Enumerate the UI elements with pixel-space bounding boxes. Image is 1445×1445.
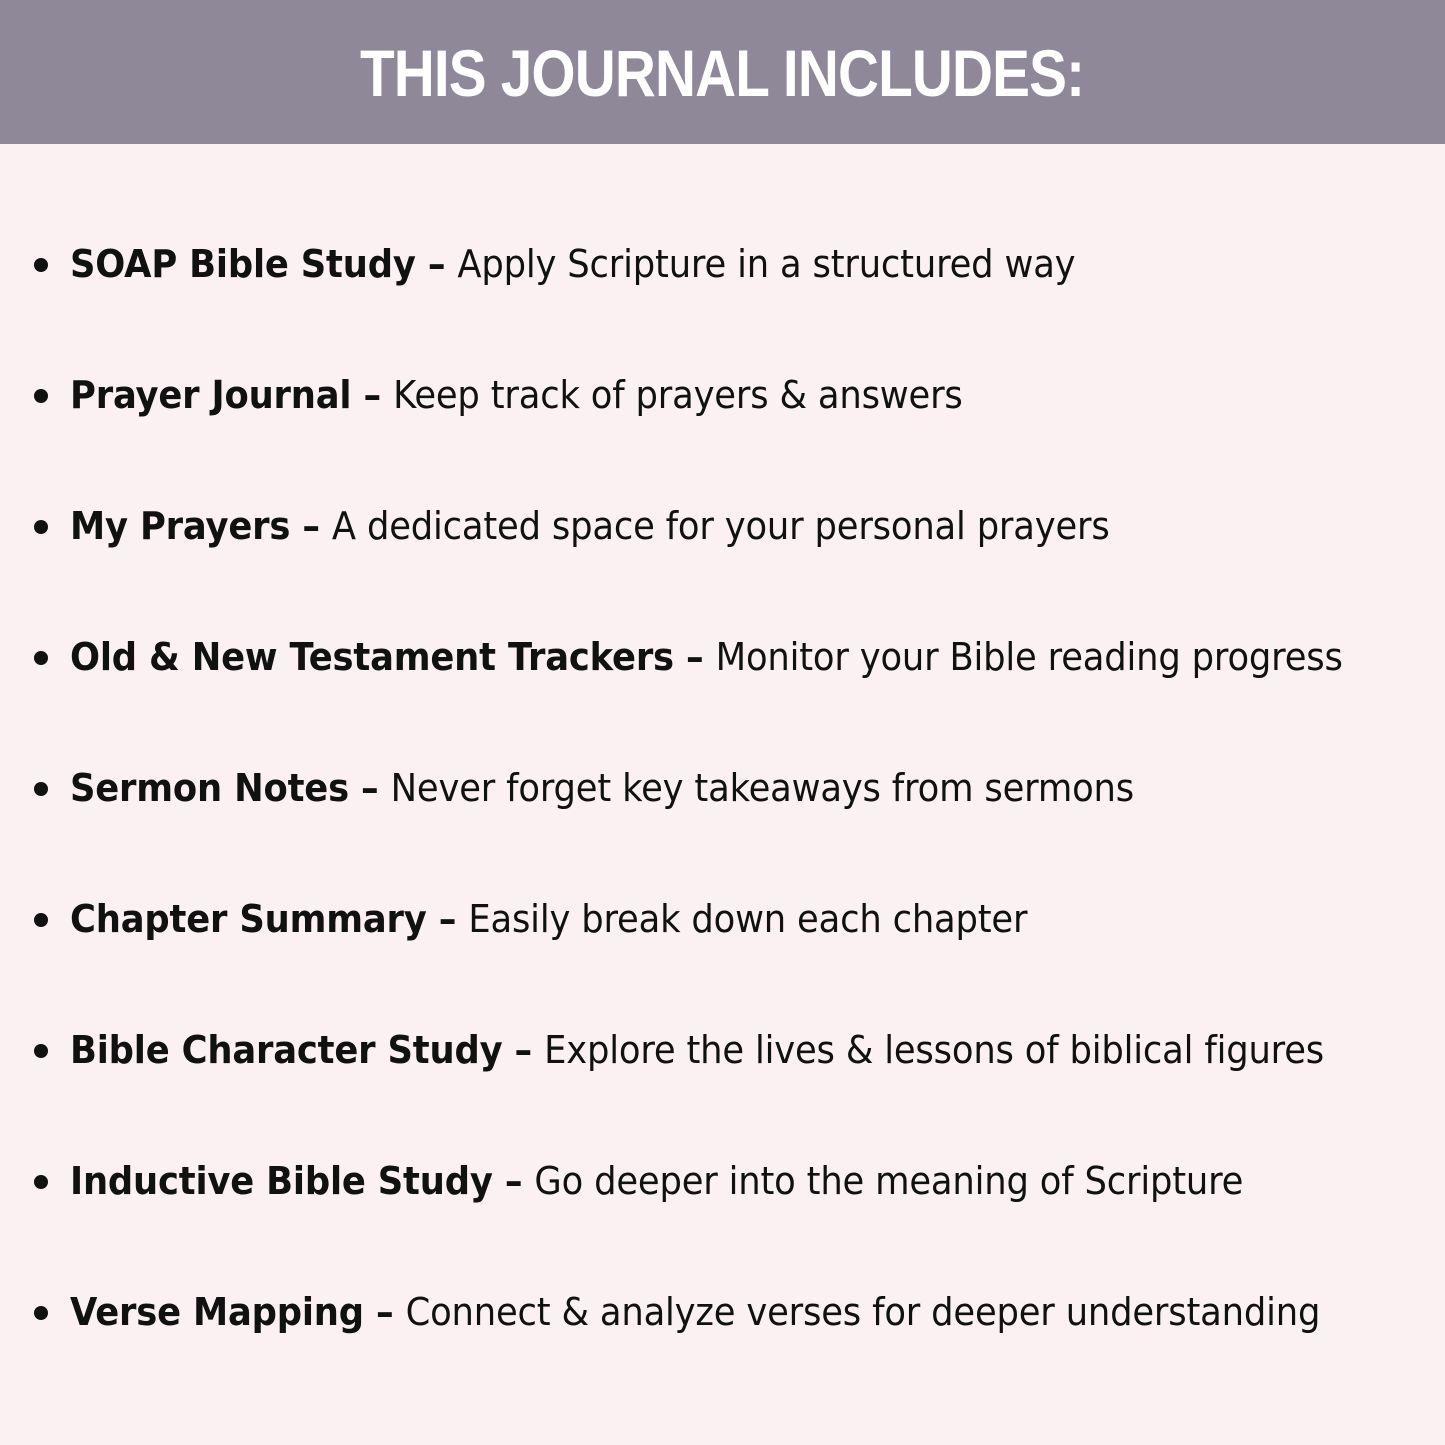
list-item xyxy=(0,985,1445,1116)
feature-dash: – xyxy=(502,1028,545,1072)
feature-dash: – xyxy=(426,897,469,941)
feature-dash: – xyxy=(290,504,332,548)
list-item xyxy=(0,461,1445,592)
feature-dash: – xyxy=(348,766,391,810)
feature-name: Chapter Summary xyxy=(70,897,427,941)
list-item-text xyxy=(70,592,1343,723)
feature-description: Explore the lives & lessons of biblical figures xyxy=(544,1028,1325,1072)
bullet-icon xyxy=(34,1175,48,1189)
bullet-icon xyxy=(34,520,48,534)
list-item-text xyxy=(70,985,1324,1116)
bullet-icon xyxy=(34,651,48,665)
bullet-icon xyxy=(34,913,48,927)
feature-description: Apply Scripture in a structured way xyxy=(457,242,1076,286)
list-item-text xyxy=(70,723,1134,854)
feature-list xyxy=(0,199,1445,1378)
feature-description: Keep track of prayers & answers xyxy=(393,373,963,417)
list-item xyxy=(0,854,1445,985)
list-item-text xyxy=(70,330,963,461)
bullet-icon xyxy=(34,1306,48,1320)
list-item xyxy=(0,199,1445,330)
list-item xyxy=(0,723,1445,854)
feature-description: Never forget key takeaways from sermons xyxy=(390,766,1134,810)
feature-name: Prayer Journal xyxy=(70,373,352,417)
list-item xyxy=(0,592,1445,723)
list-item xyxy=(0,1247,1445,1378)
bullet-icon xyxy=(34,1044,48,1058)
feature-dash: – xyxy=(673,635,716,679)
feature-dash: – xyxy=(415,242,458,286)
feature-description: Go deeper into the meaning of Scripture xyxy=(534,1159,1244,1203)
list-item-text xyxy=(70,854,1027,985)
feature-name: Bible Character Study xyxy=(70,1028,503,1072)
feature-description: A dedicated space for your personal prayers xyxy=(331,504,1110,548)
header-banner xyxy=(0,0,1445,144)
feature-name: Verse Mapping xyxy=(70,1290,364,1334)
bullet-icon xyxy=(34,389,48,403)
feature-name: Old & New Testament Trackers xyxy=(70,635,674,679)
list-item xyxy=(0,330,1445,461)
list-item-text xyxy=(70,461,1110,592)
feature-name: My Prayers xyxy=(70,504,291,548)
feature-description: Easily break down each chapter xyxy=(468,897,1028,941)
feature-dash: – xyxy=(492,1159,535,1203)
list-item xyxy=(0,1116,1445,1247)
feature-description: Connect & analyze verses for deeper understanding xyxy=(405,1290,1321,1334)
feature-dash: – xyxy=(363,1290,406,1334)
list-item-text xyxy=(70,1247,1320,1378)
feature-dash: – xyxy=(351,373,394,417)
feature-description: Monitor your Bible reading progress xyxy=(715,635,1343,679)
list-item-text xyxy=(70,199,1075,330)
feature-name: Sermon Notes xyxy=(70,766,349,810)
bullet-icon xyxy=(34,782,48,796)
bullet-icon xyxy=(34,258,48,272)
page-title: THIS JOURNAL INCLUDES: xyxy=(360,36,1085,110)
feature-name: SOAP Bible Study xyxy=(70,242,416,286)
feature-name: Inductive Bible Study xyxy=(70,1159,493,1203)
list-item-text xyxy=(70,1116,1243,1247)
